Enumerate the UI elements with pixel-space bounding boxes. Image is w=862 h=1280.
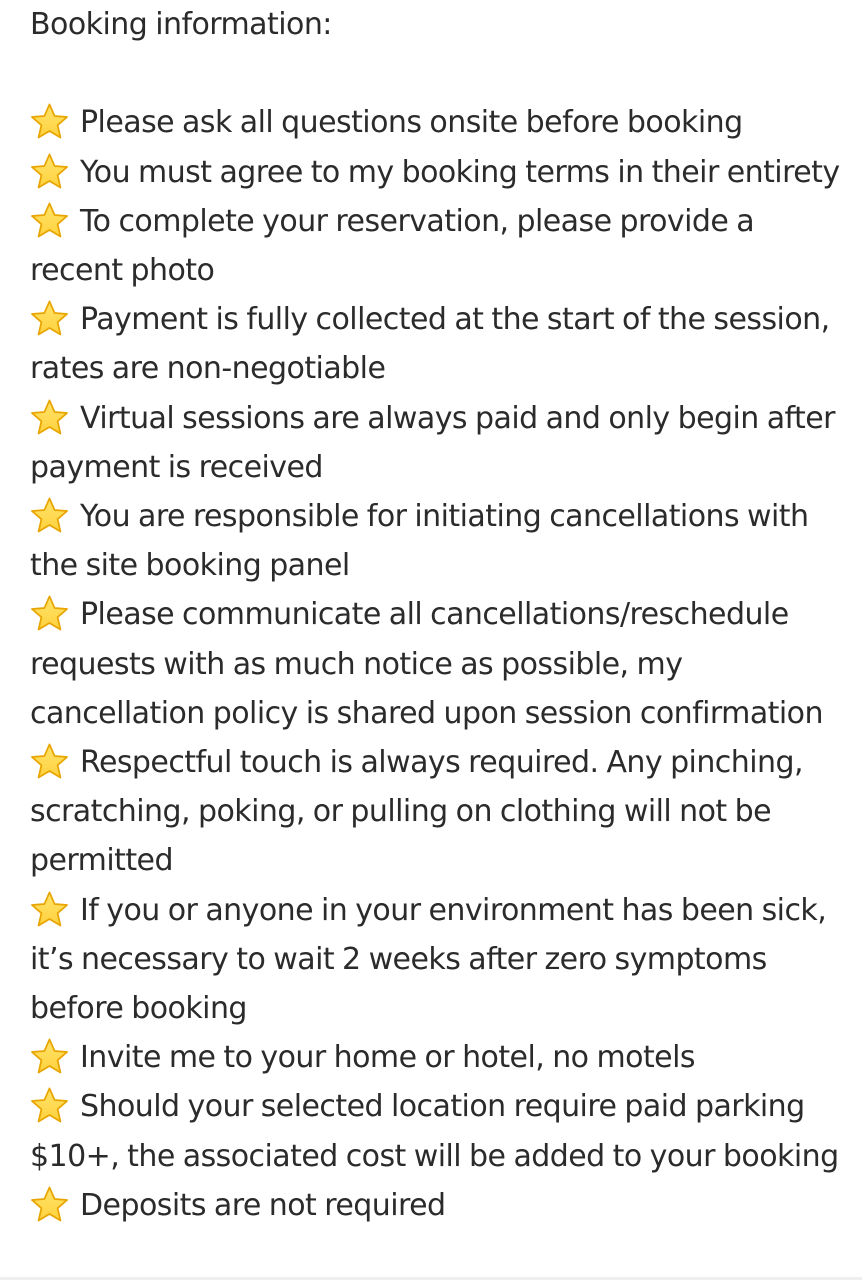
list-item	[30, 1082, 842, 1180]
list-item	[30, 1033, 842, 1082]
list-item-text: Deposits are not required	[80, 1187, 446, 1223]
star-icon	[30, 1185, 69, 1224]
list-item	[30, 295, 842, 393]
list-item-text: Payment is fully collected at the start of the session, rates are non-negotiable	[30, 302, 830, 387]
list-item-text: If you or anyone in your environment has been sick, it’s necessary to wait 2 weeks after zero symptoms before booking	[30, 892, 827, 1027]
star-icon	[30, 1037, 69, 1076]
list-item-text: You must agree to my booking terms in their entirety	[80, 154, 840, 190]
booking-document	[30, 0, 842, 1230]
star-icon	[30, 742, 69, 781]
star-icon	[30, 201, 69, 240]
list-item-text: Please ask all questions onsite before booking	[80, 105, 743, 141]
star-icon	[30, 594, 69, 633]
list-item-text: Invite me to your home or hotel, no motels	[80, 1040, 695, 1076]
star-icon	[30, 890, 69, 929]
list-item	[30, 98, 842, 147]
list-item-text: Please communicate all cancellations/reschedule requests with as much notice as possible, my cancellation policy is shared upon session confirmation	[30, 597, 823, 731]
list-item	[30, 738, 842, 886]
list-item	[30, 394, 842, 492]
list-item-text: Respectful touch is always required. Any pinching, scratching, poking, or pulling on clothing will not be permitted	[30, 745, 803, 879]
star-icon	[30, 102, 69, 141]
list-item-text: Virtual sessions are always paid and only begin after payment is received	[30, 400, 835, 485]
page-title: Booking information:	[30, 7, 332, 42]
list-item-text: To complete your reservation, please provide a recent photo	[30, 203, 755, 288]
star-icon	[30, 152, 69, 191]
list-item	[30, 886, 842, 1034]
blank-line	[30, 49, 842, 98]
star-icon	[30, 299, 69, 338]
list-item	[30, 590, 842, 738]
list-item	[30, 492, 842, 590]
star-icon	[30, 496, 69, 535]
list-item-text: You are responsible for initiating cancellations with the site booking panel	[30, 499, 809, 584]
list-item	[30, 1181, 842, 1230]
booking-terms-list	[30, 98, 842, 1230]
list-item	[30, 197, 842, 295]
list-item	[30, 148, 842, 197]
star-icon	[30, 398, 69, 437]
star-icon	[30, 1086, 69, 1125]
list-item-text: Should your selected location require paid parking $10+, the associated cost will be added to your booking	[30, 1089, 839, 1174]
